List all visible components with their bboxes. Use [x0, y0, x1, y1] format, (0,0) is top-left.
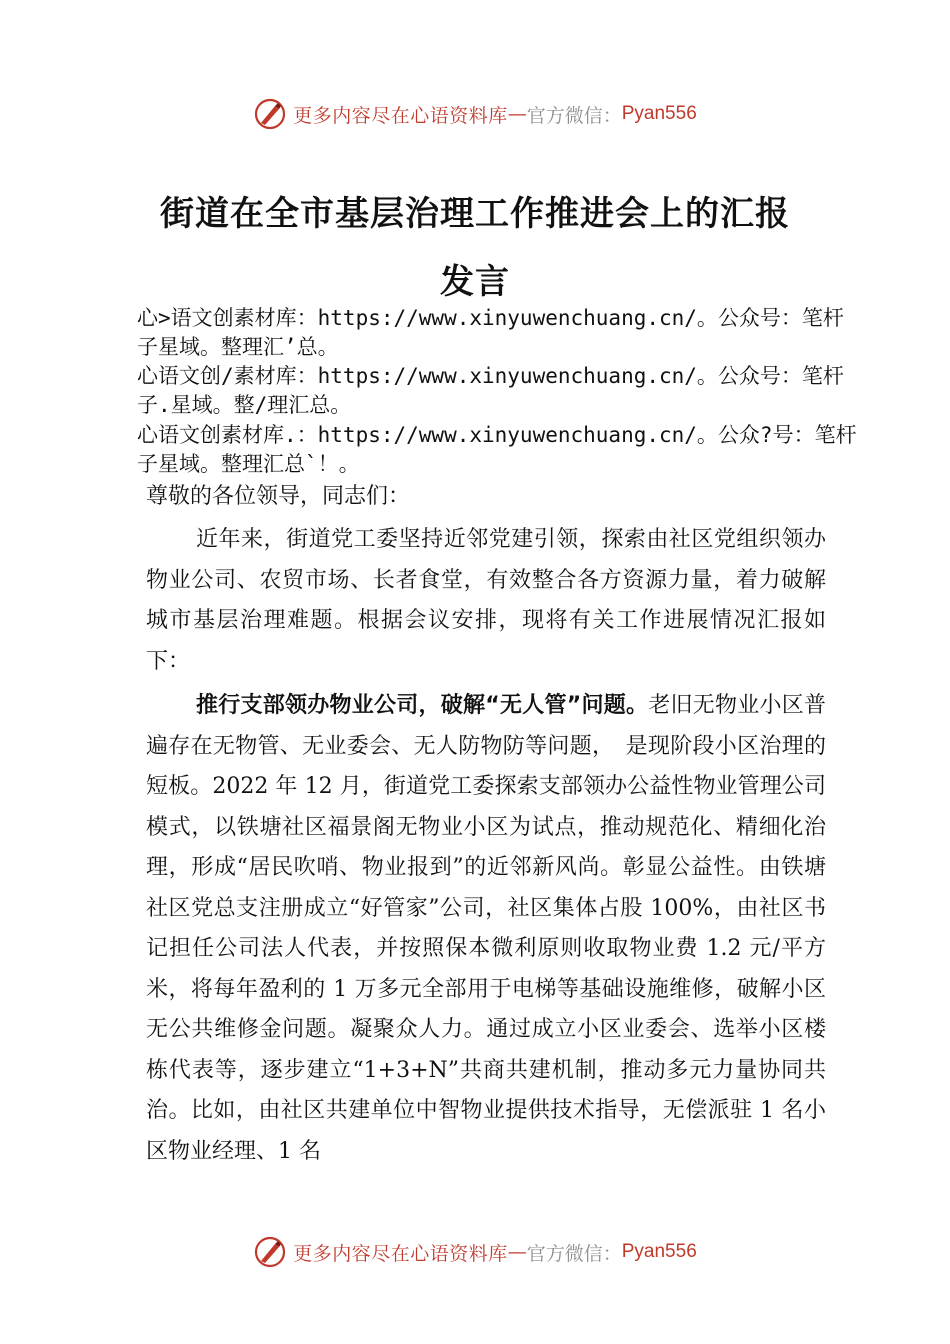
banner-separator: — — [507, 103, 527, 125]
paragraph-body: 老旧无物业小区普遍存在无物管、无业委会、无人防物防等问题， 是现阶段小区治理的短板。2022 年 12 月，街道党工委探索支部领办公益性物业管理公司模式，以铁塘社区福景阁无物业小区为试点，推动规范化、精细化治理，形成“居民吹哨、物业报到”的近邻新风尚。彰显公益性。由铁塘社区党总支注册成立“好管家”公司，社区集体占股 100%，由社区书记担任公司法人代表，并按照保本微利原则收取物业费 1.2 元/平方米，将每年盈利的 1 万多元全部用于电梯等基础设施维修，破解小区无公共维修金问题。凝聚众人力。通过成立小区业委会、选举小区楼栋代表等，逐步建立“1+3+N”共商共建机制，推动多元力量协同共治。比如，由社区共建单位中智物业提供技术指导，无偿派驻 1 名小区物业经理、1 名 — [146, 693, 826, 1164]
banner-label: 官方微信： — [526, 104, 622, 127]
document-title-line1: 街道在全市基层治理工作推进会上的汇报 — [160, 194, 790, 234]
banner-label: 官方微信： — [526, 1242, 622, 1265]
banner-text: 更多内容尽在心语资料库 — [293, 104, 508, 127]
header-banner — [0, 94, 950, 134]
pen-logo-icon — [253, 1235, 287, 1269]
banner-separator: — — [507, 1241, 527, 1263]
paragraph-property — [146, 686, 826, 1172]
source-note-1: 心>语文创素材库：https://www.xinyuwenchuang.cn/。公众号：笔杆子星域。整理汇’总。 — [137, 306, 844, 359]
paragraph-intro: 近年来，街道党工委坚持近邻党建引领，探索由社区党组织领办物业公司、农贸市场、长者食堂，有效整合各方资源力量，着力破解城市基层治理难题。根据会议安排，现将有关工作进展情况汇报如下： — [146, 527, 826, 674]
pen-logo-icon — [253, 97, 287, 131]
banner-wechat-id: Pyan556 — [621, 103, 697, 124]
banner-wechat-id: Pyan556 — [621, 1241, 697, 1262]
paragraph-heading: 推行支部领办物业公司，破解“无人管”问题。 — [196, 693, 649, 718]
footer-banner — [0, 1232, 950, 1272]
document-title-line2: 发言 — [440, 262, 510, 302]
greeting: 尊敬的各位领导，同志们： — [146, 484, 411, 509]
source-note-2: 心语文创/素材库：https://www.xinyuwenchuang.cn/。公众号：笔杆子.星域。整/理汇总。 — [137, 364, 844, 417]
banner-text: 更多内容尽在心语资料库 — [293, 1242, 508, 1265]
source-note-3: 心语文创素材库.：https://www.xinyuwenchuang.cn/。公众?号：笔杆子星域。整理汇总`！。 — [137, 423, 857, 476]
